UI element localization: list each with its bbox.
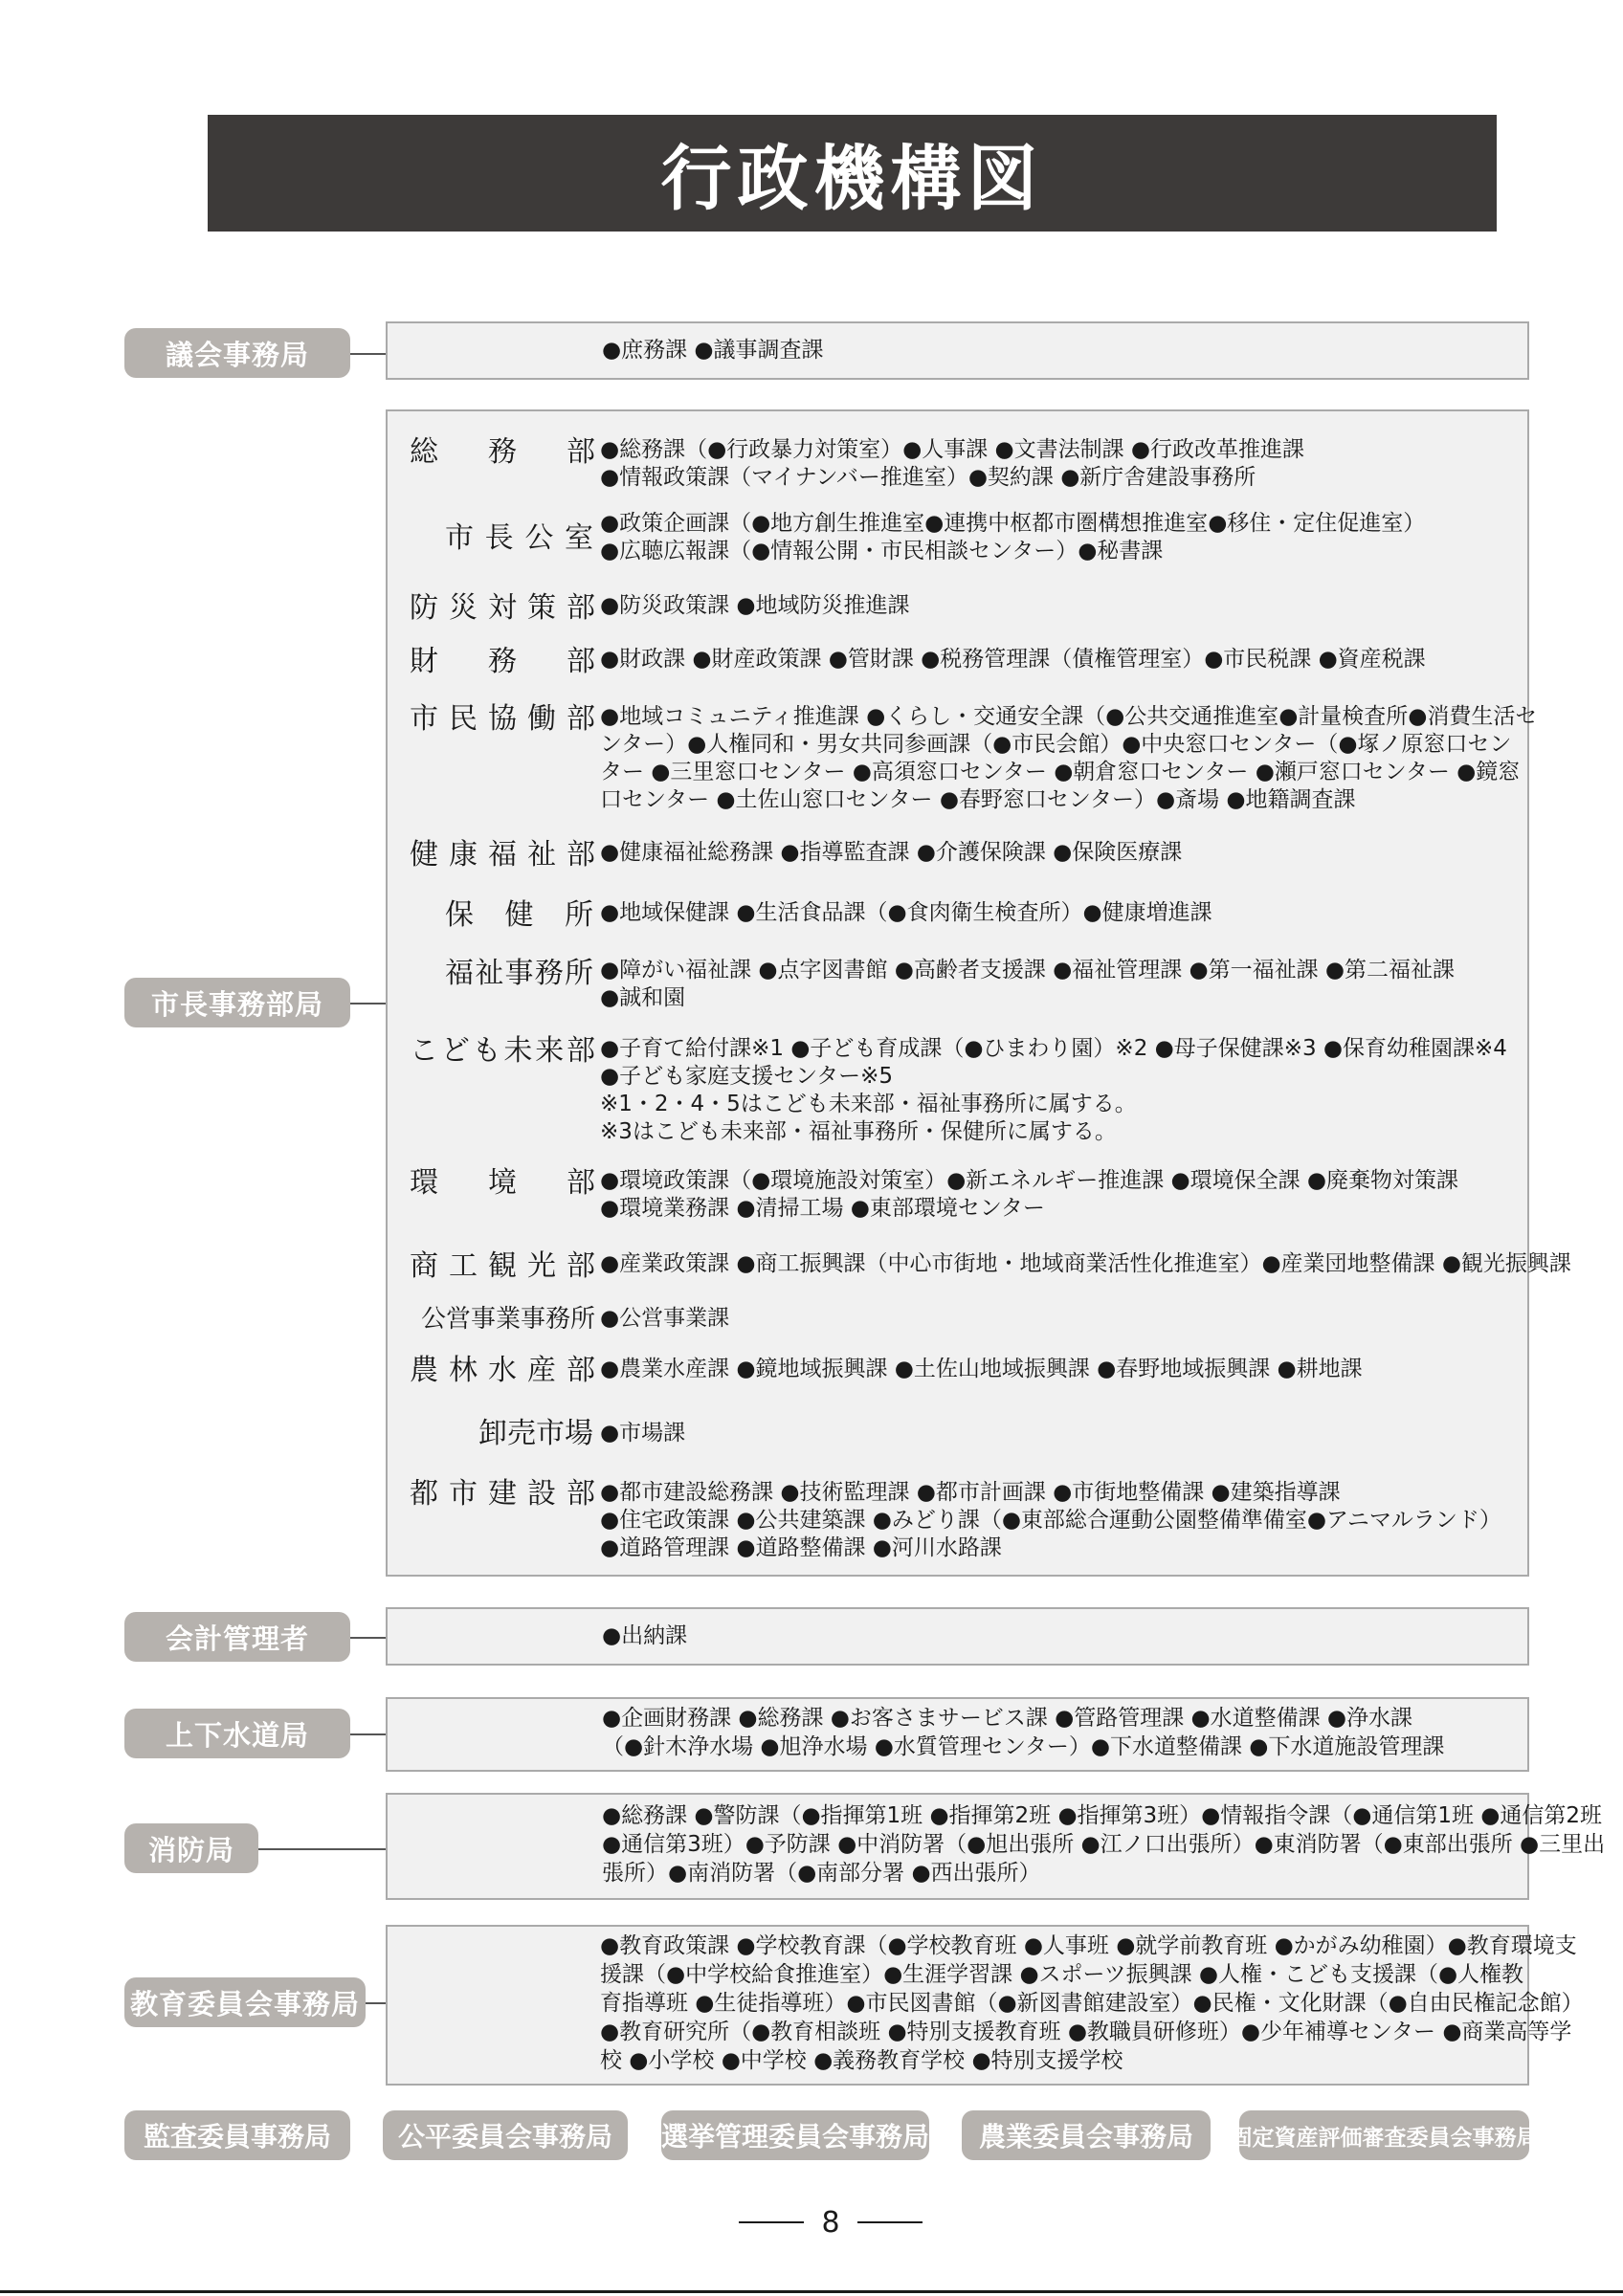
dept-line: ●防災政策課 ●地域防災推進課 [600,593,910,618]
dept-line: ンター）●人権同和・男女共同参画課（●市民会館）●中央窓口センター（●塚ノ原窓口セン [600,732,1512,757]
box-line: ●総務課 ●警防課（●指揮第1班 ●指揮第2班 ●指揮第3班）●情報指令課（●通信第1班 ●通信第2班 [602,1803,1602,1828]
box-line: ●出納課 [602,1623,688,1648]
connector [350,1733,386,1735]
dept-line: ●道路管理課 ●道路整備課 ●河川水路課 [600,1535,1002,1560]
dept-line: ●広聴広報課（●情報公開・市民相談センター）●秘書課 [600,539,1164,563]
footer-rule [0,2290,1623,2293]
box-line: ●通信第3班）●予防課 ●中消防署（●旭出張所 ●江ノ口出張所）●東消防署（●東部出張所 ●三里出 [602,1832,1606,1857]
dept-name: 防災対策部 [410,591,595,625]
dept-line: ●産業政策課 ●商工振興課（中心市街地・地域商業活性化推進室）●産業団地整備課 ●観光振興課 [600,1251,1571,1276]
dept-line: ※1・2・4・5はこども未来部・福祉事務所に属する。 [600,1092,1137,1116]
dept-name: 商工観光部 [410,1249,595,1283]
dept-line: ●障がい福祉課 ●点字図書館 ●高齢者支援課 ●福祉管理課 ●第一福祉課 ●第二福祉課 [600,958,1455,982]
box-line: 育指導班 ●生徒指導班）●市民図書館（●新図書館建設室）●民権・文化財課（●自由民権記念館） [600,1991,1584,2016]
connector [350,1003,386,1004]
dept-line: ●子ども家庭支援センター※5 [600,1064,894,1089]
dept-name: 市民協働部 [410,702,595,736]
box-line: 張所）●南消防署（●南部分署 ●西出張所） [602,1861,1041,1886]
dept-line: ●健康福祉総務課 ●指導監査課 ●介護保険課 ●保険医療課 [600,840,1183,865]
dept-name: 農林水産部 [410,1354,595,1387]
label-kotei-shisan-jimukyoku: 固定資産評価審査委員会事務局 [1239,2110,1529,2160]
box-line: ●庶務課 ●議事調査課 [602,338,824,363]
label-jogesuido-kyoku: 上下水道局 [124,1709,350,1758]
box-line: 援課（●中学校給食推進室）●生涯学習課 ●スポーツ振興課 ●人権・こども支援課（●人権教 [600,1962,1524,1987]
label-kohei-iinkai-jimukyoku: 公平委員会事務局 [383,2110,628,2160]
page-number-dash [857,2221,923,2223]
dept-line: ●総務課（●行政暴力対策室）●人事課 ●文書法制課 ●行政改革推進課 [600,437,1304,462]
dept-line: ●都市建設総務課 ●技術監理課 ●都市計画課 ●市街地整備課 ●建築指導課 [600,1480,1341,1505]
dept-line: ●環境政策課（●環境施設対策室）●新エネルギー推進課 ●環境保全課 ●廃棄物対策課 [600,1168,1458,1193]
dept-line: ●財政課 ●財産政策課 ●管財課 ●税務管理課（債権管理室）●市民税課 ●資産税課 [600,647,1426,672]
dept-line: ター ●三里窓口センター ●高須窓口センター ●朝倉窓口センター ●瀬戸窓口センター ●鏡窓 [600,760,1521,784]
dept-name: 都市建設部 [410,1477,595,1511]
dept-line: ●農業水産課 ●鏡地域振興課 ●土佐山地域振興課 ●春野地域振興課 ●耕地課 [600,1357,1363,1381]
dept-line: ●情報政策課（マイナンバー推進室）●契約課 ●新庁舎建設事務所 [600,465,1256,490]
dept-line: ●地域保健課 ●生活食品課（●食肉衛生検査所）●健康増進課 [600,900,1212,925]
dept-name: 福祉事務所 [445,957,593,990]
box-suido [386,1697,1529,1772]
box-line: （●針木浄水場 ●旭浄水場 ●水質管理センター）●下水道整備課 ●下水道施設管理課 [602,1734,1445,1759]
page-number [727,2203,934,2241]
box-line: ●教育政策課 ●学校教育課（●学校教育班 ●人事班 ●就学前教育班 ●かがみ幼稚園）●教育環境支 [600,1933,1577,1958]
connector [258,1848,386,1850]
label-kansa-iin-jimukyoku: 監査委員事務局 [124,2110,350,2160]
dept-name: 保健所 [445,898,593,932]
dept-line: ●環境業務課 ●清掃工場 ●東部環境センター [600,1196,1045,1221]
box-shobo [386,1793,1606,1900]
connector [366,2002,386,2004]
dept-line: ●子育て給付課※1 ●子ども育成課（●ひまわり園）※2 ●母子保健課※3 ●保育幼稚園課※4 [600,1036,1507,1061]
page-number-dash [739,2221,804,2223]
label-kyoiku-iinkai-jimukyoku: 教育委員会事務局 [124,1977,366,2027]
label-shobo-kyoku: 消防局 [124,1823,258,1873]
dept-line: ●市場課 [600,1421,686,1446]
connector [350,1637,386,1639]
box-gikai [386,321,1529,380]
box-kyoiku [386,1925,1584,2086]
dept-name: 健康福祉部 [410,838,595,872]
label-nogyo-iinkai-jimukyoku: 農業委員会事務局 [962,2110,1211,2160]
dept-name: 総務部 [410,435,595,469]
dept-line: ●地域コミュニティ推進課 ●くらし・交通安全課（●公共交通推進室●計量検査所●消費生活セ [600,704,1538,729]
box-kaikei [386,1607,1529,1666]
dept-name: こども未来部 [410,1034,595,1068]
dept-name: 卸売市場 [478,1417,593,1450]
page-title: 行政機構図 [208,115,1497,232]
dept-line: ●誠和園 [600,985,686,1010]
dept-name: 財務部 [410,645,595,678]
dept-line: 口センター ●土佐山窓口センター ●春野窓口センター）●斎場 ●地籍調査課 [600,787,1356,812]
dept-name: 市長公室 [445,521,593,555]
connector [350,353,386,355]
box-line: 校 ●小学校 ●中学校 ●義務教育学校 ●特別支援学校 [600,2048,1123,2073]
dept-name: 環境部 [410,1166,595,1200]
box-line: ●企画財務課 ●総務課 ●お客さまサービス課 ●管路管理課 ●水道整備課 ●浄水課 [602,1706,1412,1731]
dept-line: ※3はこども未来部・福祉事務所・保健所に属する。 [600,1119,1117,1144]
label-gikai-jimukyoku: 議会事務局 [124,328,350,378]
box-line: ●教育研究所（●教育相談班 ●特別支援教育班 ●教職員研修班）●少年補導センター ●商業高等学 [600,2020,1572,2044]
bottom-labels-row [124,2110,1539,2160]
dept-line: ●住宅政策課 ●公共建築課 ●みどり課（●東部総合運動公園整備準備室●アニマルランド） [600,1508,1501,1533]
dept-name: 公営事業事務所 [420,1305,595,1334]
label-senkyo-kanri-iinkai-jimukyoku: 選挙管理委員会事務局 [661,2110,929,2160]
dept-line: ●公営事業課 [600,1306,730,1331]
label-kaikei-kanrisha: 会計管理者 [124,1612,350,1662]
dept-line: ●政策企画課（●地方創生推進室●連携中枢都市圏構想推進室●移住・定住促進室） [600,511,1426,536]
label-shicho-jimubukyoku: 市長事務部局 [124,978,350,1027]
page-number-text: 8 [821,2205,840,2240]
box-shicho [386,409,1529,1577]
